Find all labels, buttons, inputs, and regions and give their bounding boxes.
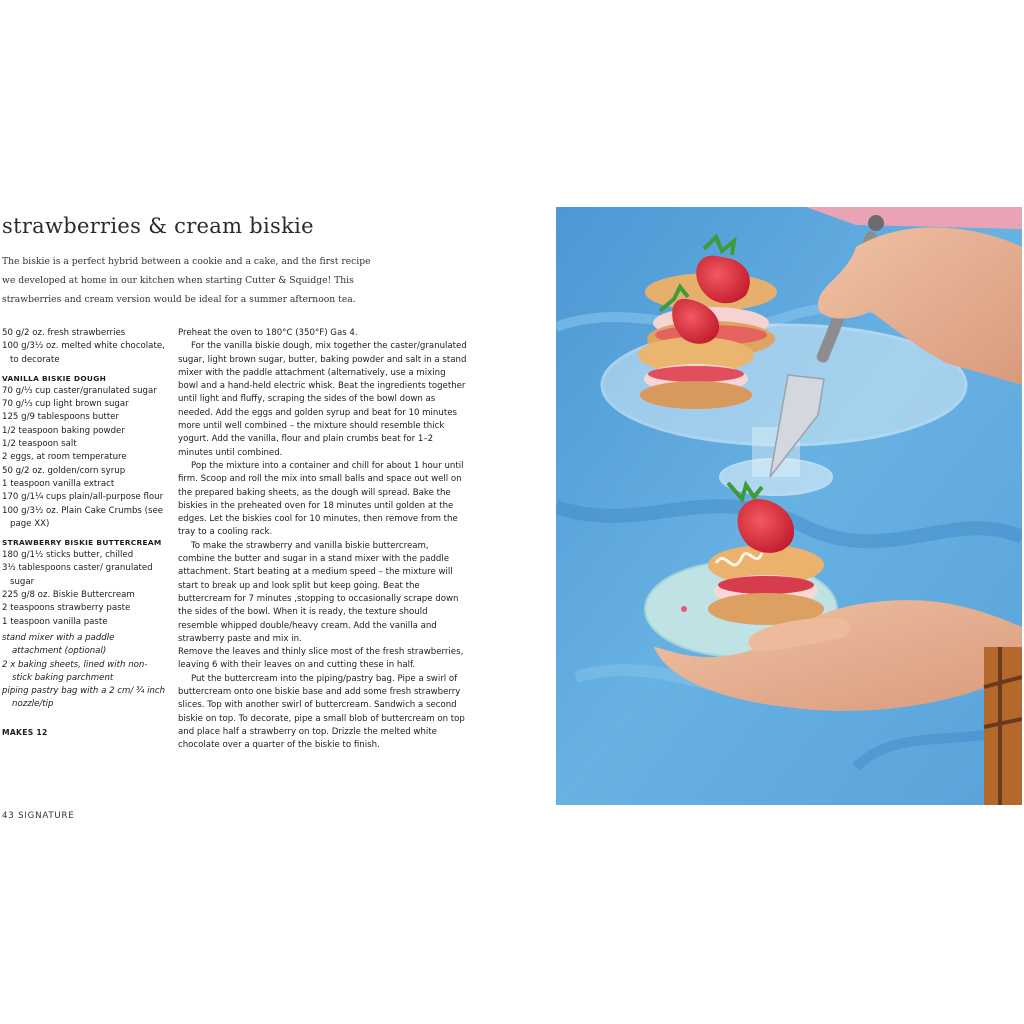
section-name: SIGNATURE [18,811,75,821]
dough-heading: VANILLA BISKIE DOUGH [2,373,107,383]
ingredient-item: 70 g/⅓ cup light brown sugar [2,399,129,410]
equipment-item: stand mixer with a paddle attachment (optional) [2,632,115,657]
ingredient-item: 180 g/1½ sticks butter, chilled [2,550,134,561]
equipment-item: piping pastry bag with a 2 cm/ ¾ inch nozzle/tip [2,686,166,710]
method-text [178,327,468,753]
biskie-stack-plate [708,545,824,625]
ingredient-item: 1 teaspoon vanilla extract [2,478,115,489]
ingredient-item: 125 g/9 tablespoons butter [2,412,120,423]
ingredient-item: 100 g/3½ oz. melted white chocolate, to decorate [2,341,165,365]
ingredient-item: 1/2 teaspoon baking powder [2,425,125,436]
ingredient-item: 100 g/3½ oz. Plain Cake Crumbs (see page XX) [2,505,164,529]
method-step: For the vanilla biskie dough, mix together the caster/granulated sugar, light brown sugar, butter, baking powder and salt in a stand mixer with the paddle attachment (alternatively, use a mixing bowl and a hand-held electric whisk. Beat the ingredients together until light and fluffy, scraping the sides of the bowl down as needed. Add the eggs and golden syrup and beat for 10 minutes more until well combined – the mixture should resemble thick yogurt. Add the vanilla, flour and plain crumbs beat for 1–2 minutes until combined. [178,341,467,458]
method-step: Pop the mixture into a container and chill for about 1 hour until firm. Scoop and roll the mix into small balls and space out well on the prepared baking sheets, as the dough will spread. Bake the biskies in the preheated oven for 18 minutes until golden at the edges. Let the biskies cool for 10 minutes, then remove from the tray to a cooling rack. [178,460,464,538]
method-step: Put the buttercream into the piping/pastry bag. Pipe a swirl of buttercream onto one biskie base and add some fresh strawberry slices. Top with another swirl of buttercream. Sandwich a second biskie on top. To decorate, pipe a small blob of buttercream on top and place half a strawberry on top. Drizzle the melted white chocolate over a quarter of the biskie to finish. [178,673,465,751]
decorate-ingredients [2,327,167,367]
yield-label: MAKES 12 [2,727,48,737]
ingredient-item: 50 g/2 oz. golden/corn syrup [2,465,126,476]
equipment-list [2,632,167,712]
buttercream-ingredients [2,549,167,629]
dough-ingredients [2,385,167,531]
ingredient-item: 3½ tablespoons caster/ granulated sugar [2,563,153,587]
ingredient-item: 170 g/1¼ cups plain/all-purpose flour [2,492,164,503]
method-step: Remove the leaves and thinly slice most of the fresh strawberries, leaving 6 with their leaves on and cutting these in half. [178,647,464,671]
page-footer [2,811,75,821]
recipe-title: strawberries & cream biskie [2,214,314,238]
ingredient-item: 1 teaspoon vanilla paste [2,616,108,627]
ingredient-item: 2 teaspoons strawberry paste [2,603,131,614]
ingredient-item: 70 g/⅓ cup caster/granulated sugar [2,385,157,396]
buttercream-heading: STRAWBERRY BISKIE BUTTERCREAM [2,538,162,548]
biskie-stack-front [638,337,754,409]
cake-server-knob [868,215,884,231]
ingredient-item: 225 g/8 oz. Biskie Buttercream [2,590,135,601]
ingredient-item: 50 g/2 oz. fresh strawberries [2,328,126,338]
method-step: Preheat the oven to 180°C (350°F) Gas 4. [178,328,358,338]
strawberry-dust [681,606,687,612]
equipment-item: 2 x baking sheets, lined with non-stick baking parchment [2,659,148,683]
ingredients-list [2,327,167,739]
method-step: To make the strawberry and vanilla biskie buttercream, combine the butter and sugar in a stand mixer with the paddle attachment. Start beating at a medium speed – the mixture will start to break up and look split but keep going. Beat the buttercream for 7 minutes ,stopping to occasionally scrape down the sides of the bowl. When it is ready, the texture should resemble whipped double/heavy cream. Add the vanilla and strawberry paste and mix in. [178,540,459,644]
page-number: 43 [2,811,15,821]
recipe-photo [556,207,1022,805]
recipe-intro: The biskie is a perfect hybrid between a cookie and a cake, and the first recipe we developed at home in our kitchen when starting Cutter & Squidge! This strawberries and cream version would be ideal for a summer afternoon tea. [2,256,371,305]
ingredient-item: 1/2 teaspoon salt [2,439,77,450]
ingredient-item: 2 eggs, at room temperature [2,452,127,463]
